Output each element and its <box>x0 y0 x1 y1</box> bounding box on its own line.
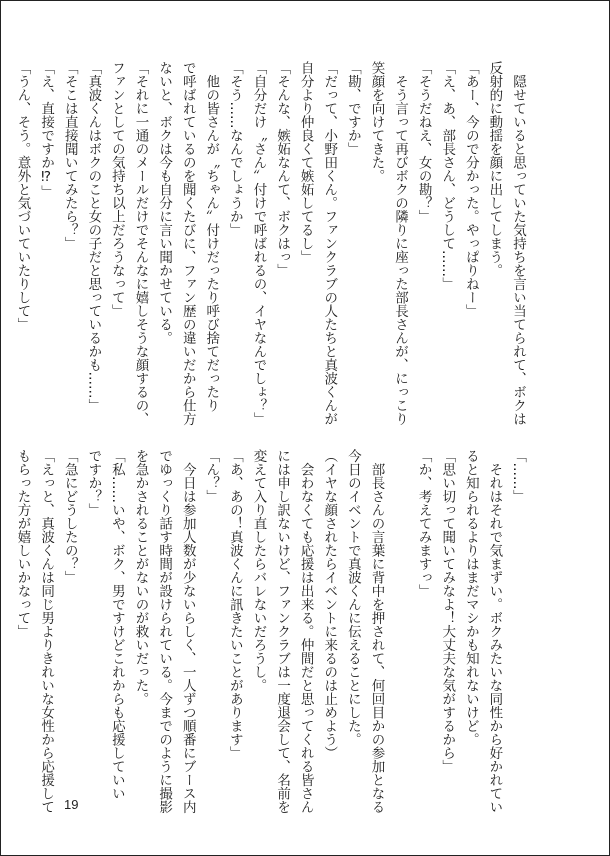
text-line: 部長さんの言葉に背中を押されて、何回目かの参加となる <box>368 449 385 814</box>
text-line: 「あ、あの！真波くんに訊きたいことがあります」 <box>226 449 243 760</box>
text-line: ないと、ボクは今も自分に言い聞かせている。 <box>156 61 173 345</box>
page-number: 19 <box>64 797 79 812</box>
text-line: 隠せていると思っていた気持ちを言い当てられて、ボクは <box>510 61 526 426</box>
text-line: 「そこは直接聞いてみたら？」 <box>61 61 78 250</box>
text-line: 「うん、そう。意外と気づいていたりして」 <box>14 61 31 331</box>
text-line: 「ん？」 <box>203 449 220 503</box>
text-line: 「……」 <box>510 449 526 503</box>
text-line: 「えっと、真波くんは同じ男よりきれいな女性から応援して <box>38 449 55 814</box>
text-line: もらった方が嬉しいかなって」 <box>14 449 31 638</box>
text-line: で呼ばれているのを聞くたびに、ファン歴の違いだから仕方 <box>179 61 196 426</box>
text-line: 笑顔を向けてきた。 <box>368 61 385 183</box>
text-line: 「そう……なんでしょうか」 <box>226 61 243 237</box>
text-line: ですか？」 <box>85 449 102 517</box>
text-line: 「え、直接ですか⁉」 <box>38 61 55 199</box>
text-line: 「勘、ですか」 <box>344 61 361 156</box>
text-line: 自分より仲良くて嫉妬してるし」 <box>297 61 314 264</box>
text-line: 「自分だけ〝さん〟付けで呼ばれるの、イヤなんでしょ？」 <box>250 61 267 426</box>
text-line: 「思い切って聞いてみなよ！大丈夫な気がするから」 <box>439 449 456 773</box>
text-line: でゆっくり話す時間が設けられている。今までのように撮影 <box>156 449 173 814</box>
text-line: 変えて入り直したらバレないだろうし。 <box>250 449 267 692</box>
text-line: ると知られるよりはまだマシかも知れないけど。 <box>462 449 479 746</box>
text-line: ファンとしての気持ち以上だろうなって」 <box>108 61 125 318</box>
text-line: （イヤな顔されたらイベントに来るのは止めよう） <box>321 449 338 760</box>
blank-line <box>387 449 411 784</box>
text-line: そう言って再びボクの隣りに座った部長さんが、にっこり <box>392 61 409 426</box>
text-line: を急かされることがないのが救いだった。 <box>132 449 149 706</box>
text-line: 「え、あ、部長さん、どうして……」 <box>439 61 456 291</box>
text-line: 会わなくても応援は出来る。仲間だと思ってくれる皆さん <box>297 449 314 814</box>
text-line: 「あー、今ので分かった。やっぱりねー」 <box>462 61 479 318</box>
text-line: 「それに一通のメールだけでそんなに嬉しそうな顔するの、 <box>132 61 149 426</box>
text-line: 他の皆さんが〝ちゃん〟付けだったり呼び捨てだったり <box>203 61 220 412</box>
text-line: 今日は参加人数が少ないらしく、一人ずつ順番にブース内 <box>179 449 196 814</box>
text-line: 「私……いや、ボク、男ですけどこれからも応援していい <box>108 449 125 800</box>
text-line: それはそれで気まずい。ボクみたいな同性から好かれてい <box>486 449 503 814</box>
text-line: 「そうだねえ、女の勘？」 <box>415 61 432 223</box>
text-line: 「急にどうしたの？」 <box>61 449 78 584</box>
upper-text-block <box>14 61 529 426</box>
text-line: 「真波くんはボクのこと女の子だと思っているかも……」 <box>85 61 102 412</box>
text-line: には申し訳ないけど、ファンクラブは一度退会して、名前を <box>274 449 291 814</box>
text-line: 「か、考えてみますっ」 <box>415 449 432 598</box>
text-line: 「だって、小野田くん。ファンクラブの人たちと真波くんが <box>321 61 338 426</box>
text-line: 反射的に動揺を顔に出してしまう。 <box>486 61 503 277</box>
text-line: 今日のイベントで真波くんに伝えることにした。 <box>344 449 361 746</box>
text-line: 「そんな、嫉妬なんて、ボクはっ」 <box>274 61 291 277</box>
